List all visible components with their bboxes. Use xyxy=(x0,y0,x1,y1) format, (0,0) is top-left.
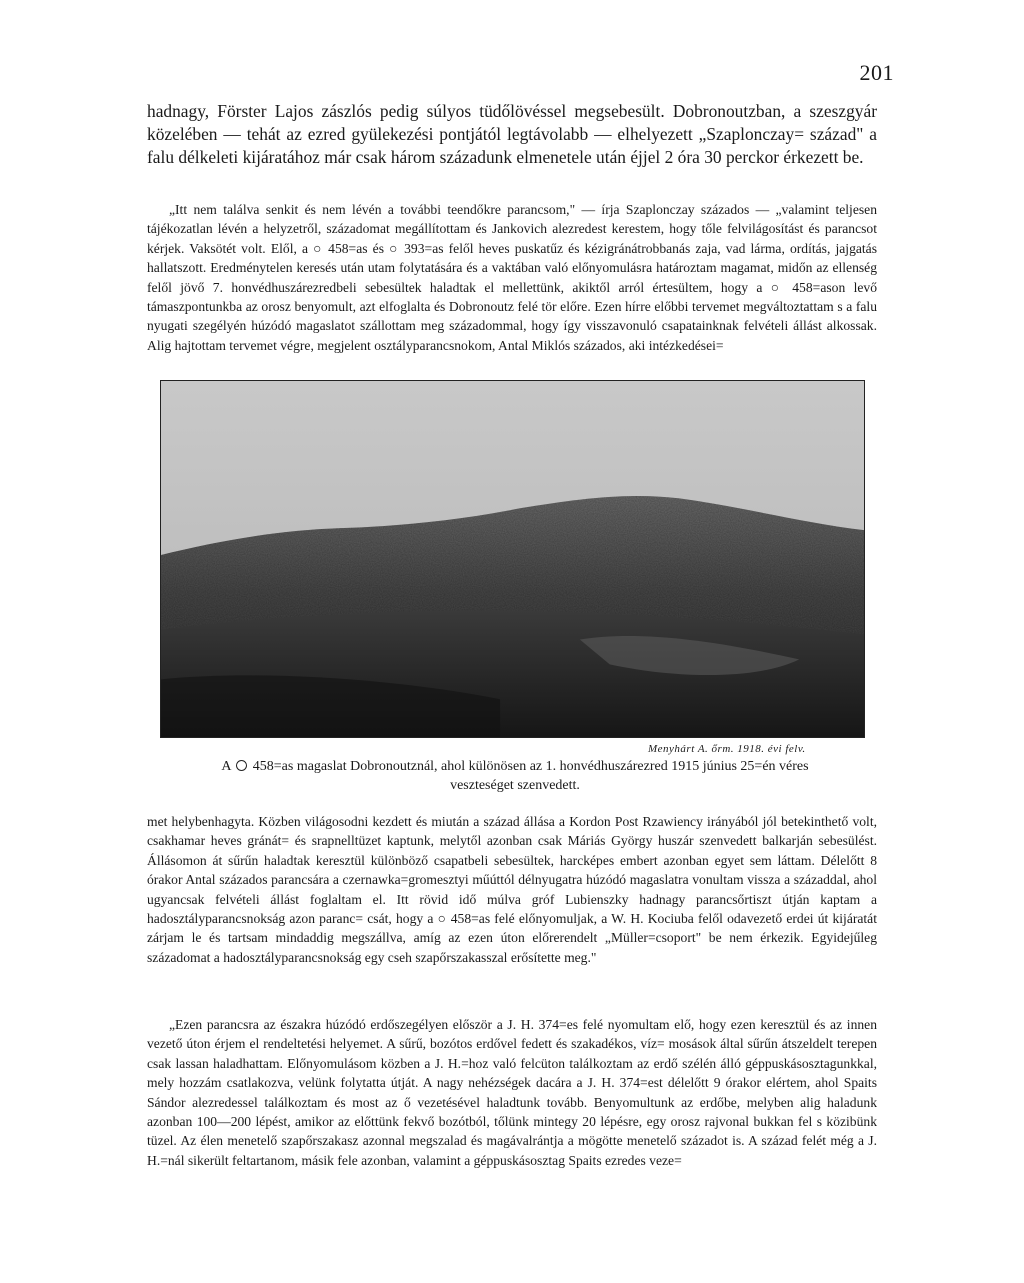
caption-text-1: 458=as magaslat Dobronoutznál, ahol különösen az 1. honvédhuszárezred 1915 június 25=én véres xyxy=(252,759,809,774)
quote-szaplonczay-part3: „Ezen parancsra az északra húzódó erdőszegélyen először a J. H. 374=es felé nyomultam elő, hogy ezen keresztül és az innen vezető úton érjem el rendeltetési helyemet. A sűrű, bozótos erdővel fedett és szakadékos, víz= mosások által sűrűn átszeldelt terepen csak lassan haladhattam. Előnyomulásom közben a J. H.=hoz való felcüton találkoztam az erdő szélén álló géppuskásosztagunkkal, mely hozzám csatlakozva, velünk folytatta útját. A nagy nehézségek dacára a J. H. 374=est délelőtt 9 órakor elértem, ahol Spaits Sándor alezredessel találkoztam és most az ő vezetésével haladtunk tovább. Benyomultunk az erdőbe, melyben alig haladunk azonban 100—200 lépést, amikor az előttünk fekvő bozótból, tőlünk mintegy 20 lépésre, egy orosz rajvonal bukkan fel s közibünk tüzel. Az élen menetelő szapőrszakasz azonnal megszalad és magávalrántja a mögötte menetelő századot is. A század felét még a J. H.=nál sikerült feltartanom, másik fele azonban, valamint a géppuskásosztag Spaits ezredes veze= xyxy=(147,1017,877,1168)
page-number: 201 xyxy=(859,60,894,85)
caption-prefix: A xyxy=(221,759,231,774)
landscape-photo xyxy=(160,380,865,738)
caption-line-1 xyxy=(165,757,865,776)
quote-szaplonczay-part2: met helybenhagyta. Közben világosodni kezdett és miután a század állása a Kordon Post Rzawiency irányából jól betekinthető volt, csakhamar heves gránát= és srapnelltüzet kaptunk, melytől azonban csak Máriás György huszár szenvedett balkarján sebesülést. Állásomon át sűrűn haladtak keresztül különböző csapatbeli sebesültek, harcképes embert azonban egyet sem láttam. Délelőtt 8 órakor Antal százados parancsára a czernawka=gromesztyi műúttól délnyugatra húzódó magaslatra vonultam vissza a századdal, ahol ugyancsak felvételi állást foglaltam el. Itt rövid idő múlva gróf Lubienszky hadnagy parancsőrtiszt útján kaptam a hadosztályparancsnokság azon paranc= csát, hogy a ○ 458=as felé előnyomuljak, a W. H. Kociuba felől odavezető erdei út kijáratát zárjam le és tartsam mindaddig megszállva, amíg az ezen úton előrerendelt „Müller=csoport" be nem érkezik. Egyidejűleg századomat a hadosztályparancsnokság egy cseh szapőrszakasszal erősítette meg." xyxy=(147,814,877,965)
paragraph-intro: hadnagy, Förster Lajos zászlós pedig súlyos tüdőlövéssel megsebesült. Dobronoutzban, a szeszgyár közelében — tehát az ezred gyülekezési pontjától legtávolabb — elhelyezett „Szaplonczay= század" a falu délkeleti kijáratához már csak három századunk elmenetele után éjjel 2 óra 30 perckor érkezett be. xyxy=(147,101,877,167)
hillside-photo-drawing xyxy=(161,381,864,737)
photo-credit: Menyhárt A. őrm. 1918. évi felv. xyxy=(648,743,806,755)
quote-szaplonczay-part1: „Itt nem találva senkit és nem lévén a további teendőkre parancsom," — írja Szaplonczay százados — „valamint teljesen tájékozatlan lévén a helyzetről, századomat megállítottam és Jankovich alezredest kerestem, hogy tőle felvilágosítást és parancsot kérjek. Vaksötét volt. Elől, a ○ 458=as és ○ 393=as felől heves puskatűz és kézigránátrobbanás zaja, vad lárma, ordítás, jajgatás hallatszott. Eredménytelen keresés után utam folytatására és a vaktában való előnyomulásra határoztam magamat, midőn az ellenség felől jövő 7. honvédhuszárezredbeli sebesültek haladtak el mellettünk, akiktől arról értesültem, hogy a ○ 458=ason levő támaszpontunkba az orosz benyomult, azt elfoglalta és Dobronoutz felé tör előre. Ezen hírre előbbi tervemet megváltoztattam s a falu nyugati szegélyén húzódó magaslatot szállottam meg századommal, hogy így visszavonuló csapatainknak felvételi állást alkossak. Alig hajtottam tervemet végre, megjelent osztályparancsnokom, Antal Miklós százados, aki intézkedései= xyxy=(147,202,877,353)
photo-caption xyxy=(165,757,865,795)
caption-line-2: veszteséget szenvedett. xyxy=(450,778,580,793)
circle-icon xyxy=(236,760,247,771)
